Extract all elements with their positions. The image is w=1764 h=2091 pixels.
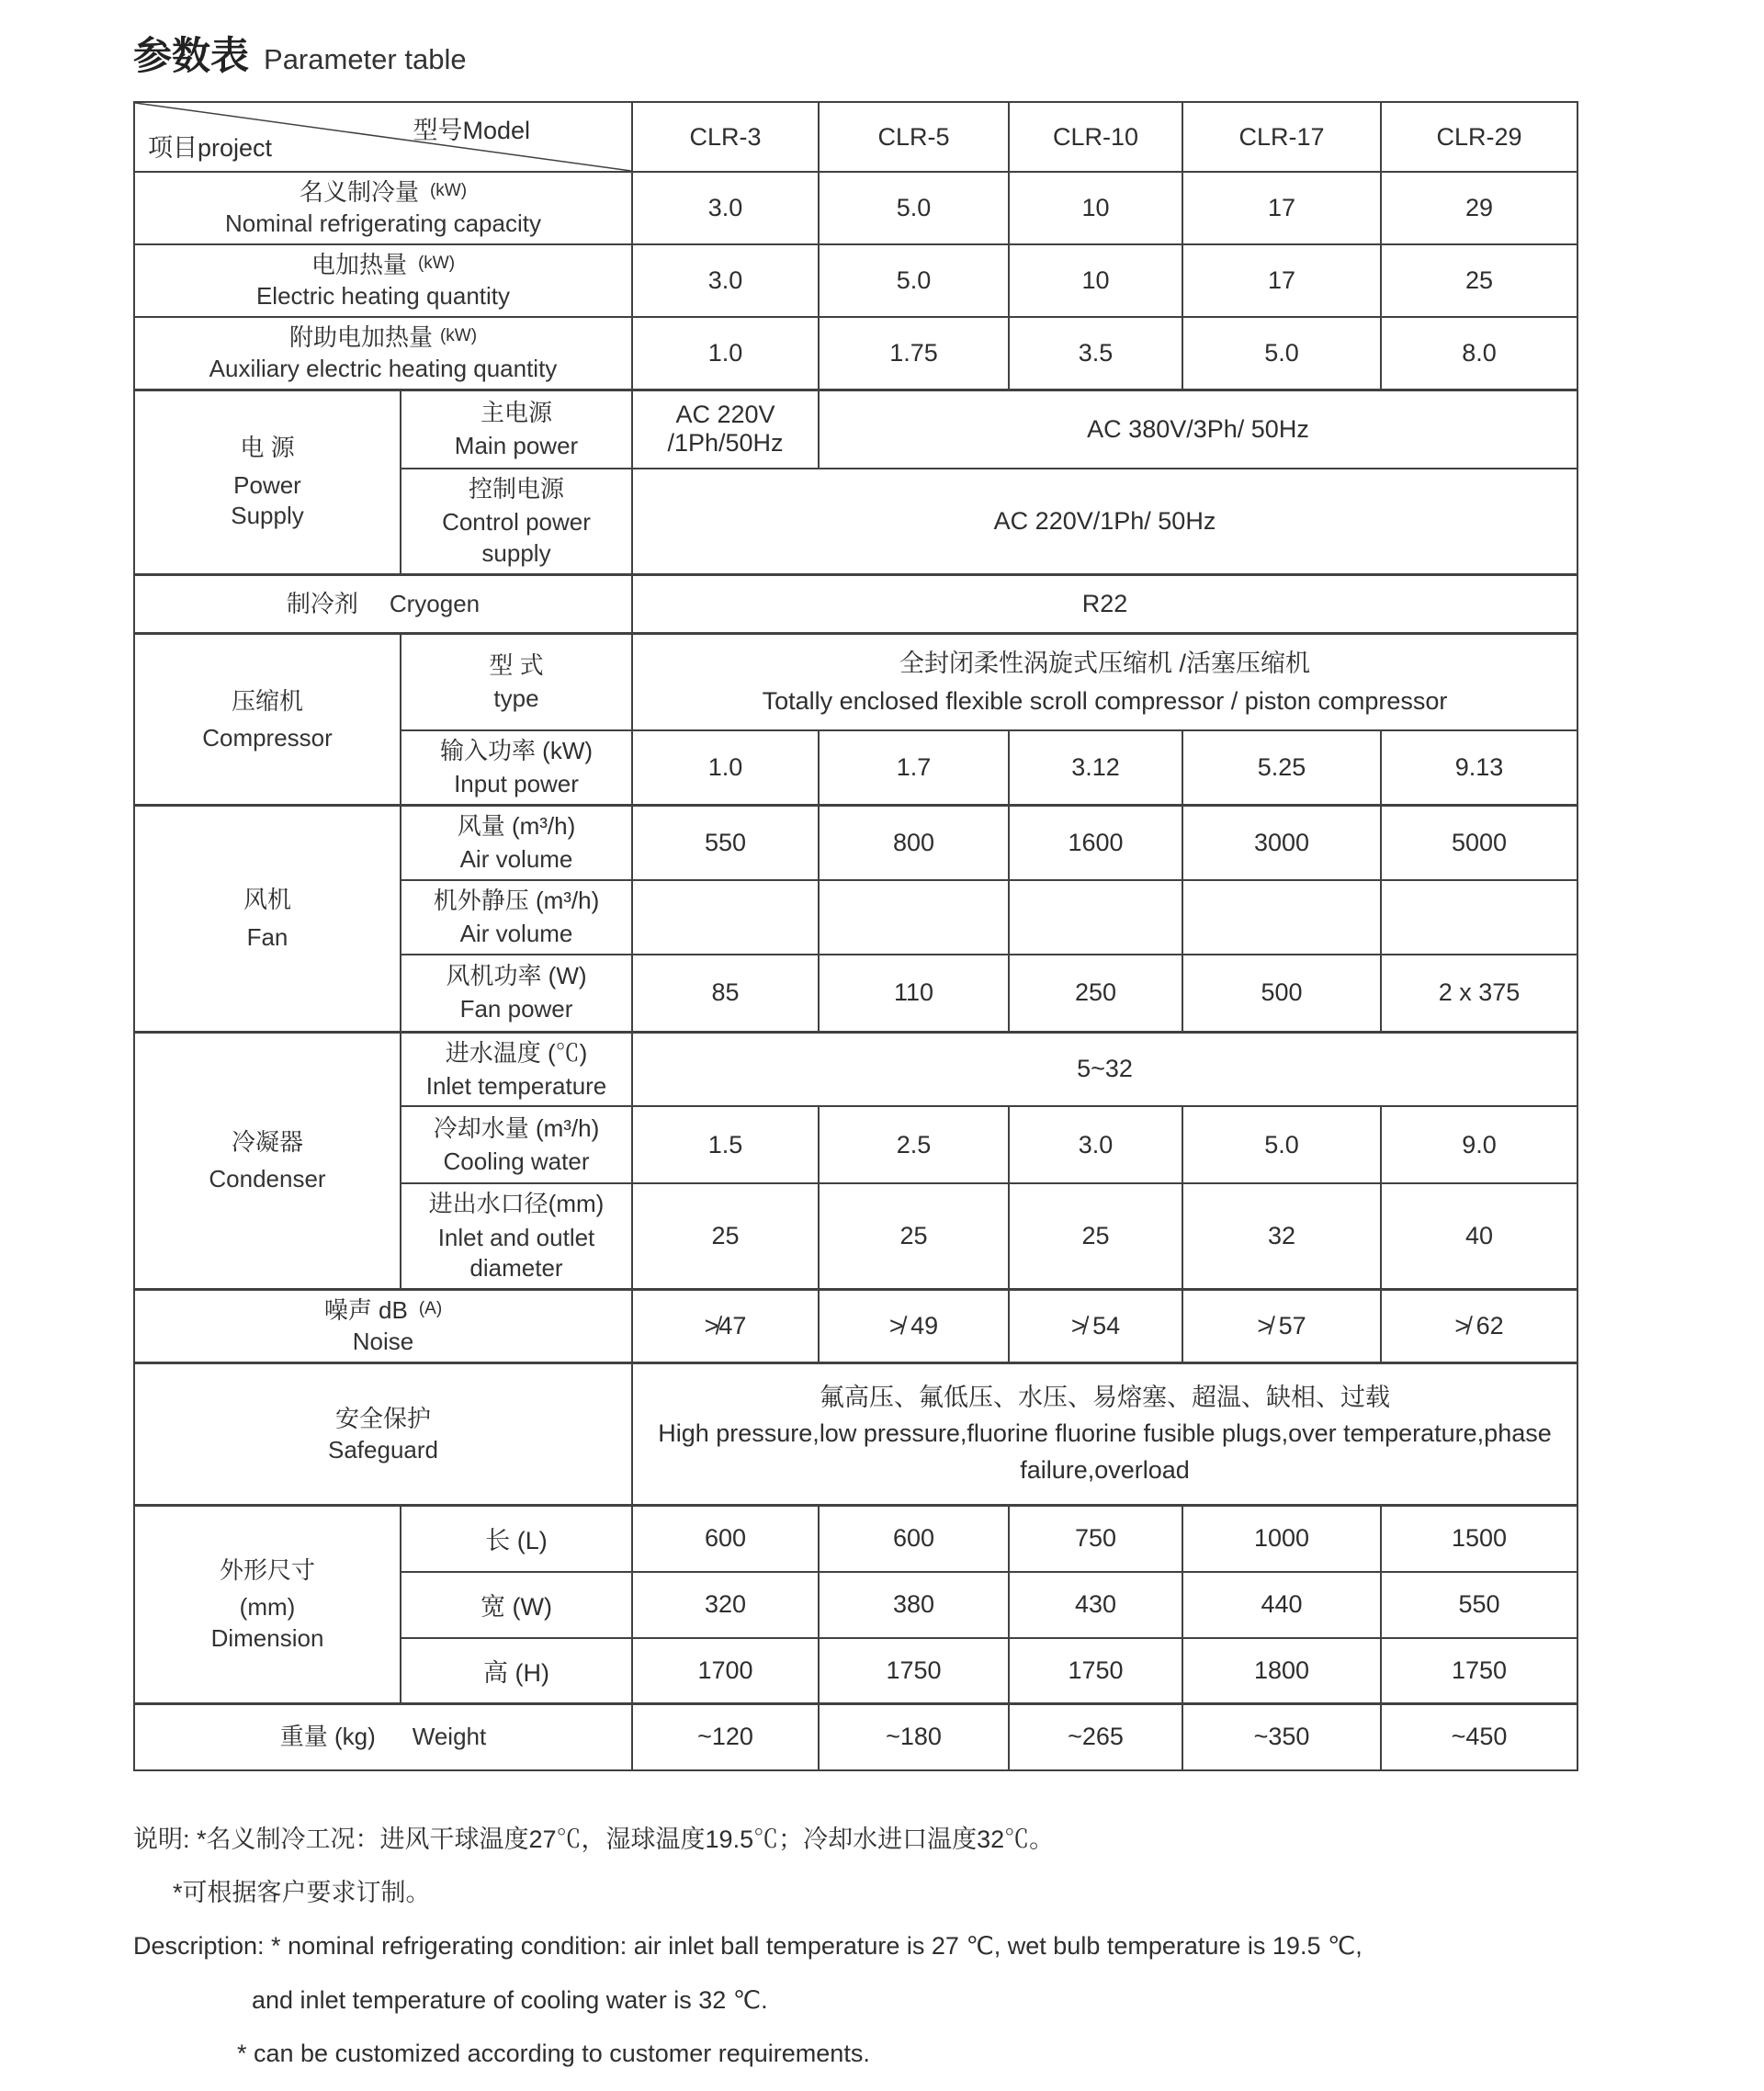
- merged-value-cell: R22: [632, 574, 1577, 633]
- value-line-zh: 全封闭柔性涡旋式压缩机 /活塞压缩机: [899, 650, 1310, 678]
- value-cell: 1.75: [819, 317, 1009, 390]
- project-header-label: 项目project: [148, 134, 273, 162]
- row-label-en: Inlet temperature: [425, 1071, 607, 1100]
- value-cell: 800: [819, 806, 1009, 880]
- value-cell: 1.0: [632, 730, 819, 805]
- merged-value-cell: AC 220V/1Ph/ 50Hz: [632, 469, 1577, 574]
- value-cell: 600: [632, 1506, 819, 1572]
- label-zh-text: 电加热量: [311, 250, 407, 278]
- static-pressure-label-cell: [401, 880, 632, 955]
- header-row: [134, 102, 1577, 172]
- noise-label-cell: [134, 1290, 632, 1363]
- value-cell: 40: [1381, 1183, 1577, 1289]
- fan-power-label-cell: [401, 955, 632, 1032]
- value-cell: 1.5: [632, 1106, 819, 1183]
- header-diagonal-cell: [134, 102, 632, 172]
- label-zh-text: 噪声 dB: [323, 1296, 408, 1325]
- weight-label-cell: [134, 1704, 632, 1770]
- value-cell: 500: [1182, 955, 1381, 1032]
- value-cell: 1800: [1182, 1638, 1381, 1704]
- width-label-cell: 宽 (W): [401, 1572, 632, 1638]
- value-cell: 29: [1381, 172, 1577, 244]
- parameter-table: [133, 101, 1578, 1771]
- value-cell: 3000: [1182, 806, 1381, 880]
- model-column-header: CLR-29: [1381, 102, 1577, 172]
- table-row-length: [134, 1506, 1577, 1572]
- row-label-zh: 主电源: [480, 398, 552, 426]
- value-line: /1Ph/50Hz: [667, 429, 784, 458]
- footnotes: [0, 1823, 1764, 2071]
- value-cell: ≯ 49: [819, 1290, 1009, 1363]
- dimension-group-cell: [134, 1506, 401, 1704]
- safeguard-label-cell: [134, 1363, 632, 1506]
- value-cell: [1182, 880, 1381, 955]
- group-label-zh: 电 源: [240, 434, 295, 462]
- air-volume-label-cell: [401, 806, 632, 880]
- value-cell: 25: [819, 1183, 1009, 1289]
- value-cell: 3.0: [632, 172, 819, 244]
- group-label-en: Compressor: [202, 723, 333, 752]
- value-cell: 10: [1009, 244, 1182, 317]
- row-label-cell: [134, 317, 632, 390]
- group-label-en: Condenser: [209, 1164, 326, 1192]
- control-power-label-cell: [401, 469, 632, 574]
- group-label-zh: 外形尺寸: [219, 1556, 315, 1585]
- table-row-compressor-type: [134, 633, 1577, 730]
- row-label-zh: 输入功率 (kW): [439, 737, 594, 765]
- value-cell: 1750: [819, 1638, 1009, 1704]
- table-row-cryogen: [134, 574, 1577, 633]
- group-label-unit: (mm): [239, 1593, 296, 1622]
- row-label-en: Input power: [454, 770, 579, 798]
- label-zh-text: 名义制冷量: [299, 178, 419, 206]
- value-cell: 250: [1009, 955, 1182, 1032]
- row-label-zh: [141, 249, 626, 281]
- model-column-header: CLR-17: [1182, 102, 1381, 172]
- row-label-zh: 安全保护: [334, 1404, 431, 1432]
- value-cell: 1.0: [632, 317, 819, 390]
- row-label-zh: 型 式: [489, 651, 544, 680]
- value-cell: 3.0: [1009, 1106, 1182, 1183]
- model-column-header: CLR-3: [632, 102, 819, 172]
- value-cell: 550: [632, 806, 819, 880]
- row-label-zh: 控制电源: [468, 475, 564, 503]
- diameter-label-cell: [401, 1183, 632, 1289]
- row-label-en: Main power: [454, 432, 579, 460]
- row-label-en: Control power supply: [442, 508, 591, 568]
- row-label-zh: 制冷剂: [286, 589, 358, 617]
- value-line: AC 220V: [675, 401, 775, 429]
- value-cell: 3.0: [632, 244, 819, 317]
- value-cell: 5.0: [819, 244, 1009, 317]
- label-unit: (kW): [429, 181, 468, 200]
- value-cell: 5.0: [1182, 317, 1381, 390]
- inlet-temperature-label-cell: [401, 1032, 632, 1106]
- value-cell: 1500: [1381, 1506, 1577, 1572]
- row-label-en: Inlet and outlet diameter: [437, 1223, 595, 1283]
- note-line: Description: * nominal refrigerating condition: air inlet ball temperature is 27 ℃, wet bulb temperature is 19.5 ℃,: [133, 1932, 1363, 1961]
- group-label-en: Dimension: [210, 1624, 324, 1653]
- value-cell: 17: [1182, 172, 1381, 244]
- value-cell: 3.12: [1009, 730, 1182, 805]
- value-cell: 110: [819, 955, 1009, 1032]
- value-cell: ~450: [1381, 1704, 1577, 1770]
- model-column-header: CLR-10: [1009, 102, 1182, 172]
- value-cell: [632, 880, 819, 955]
- row-label-en: Air volume: [459, 920, 573, 948]
- label-zh-text: 附助电加热量: [288, 322, 433, 351]
- group-label-en: Power: [233, 470, 301, 499]
- label-unit: (kW): [439, 325, 478, 345]
- value-cell: [632, 390, 819, 469]
- label-unit: (A): [418, 1299, 443, 1319]
- value-cell: 8.0: [1381, 317, 1577, 390]
- table-row-heating: [134, 244, 1577, 317]
- merged-value-cell: [632, 1363, 1577, 1506]
- value-cell: 1.7: [819, 730, 1009, 805]
- value-cell: 3.5: [1009, 317, 1182, 390]
- value-cell: ≯47: [632, 1290, 819, 1363]
- row-label-en: Cooling water: [443, 1147, 590, 1176]
- row-label-zh: [141, 1294, 626, 1327]
- note-line: * can be customized according to customer requirements.: [237, 2040, 870, 2068]
- value-cell: 430: [1009, 1572, 1182, 1638]
- row-label-en: Cryogen: [389, 589, 481, 617]
- value-cell: 5000: [1381, 806, 1577, 880]
- row-label-zh: 风机功率 (W): [446, 962, 587, 990]
- group-label-zh: 压缩机: [231, 686, 303, 715]
- length-label-cell: 长 (L): [401, 1506, 632, 1572]
- row-label-zh: 重量 (kg): [279, 1723, 376, 1751]
- row-label-zh: 进水温度 (℃): [445, 1038, 588, 1067]
- row-label-en: Auxiliary electric heating quantity: [209, 354, 558, 382]
- value-cell: ~350: [1182, 1704, 1381, 1770]
- table-row-main-power: [134, 390, 1577, 469]
- value-cell: ≯ 54: [1009, 1290, 1182, 1363]
- note-line: 说明: *名义制冷工况：进风干球温度27℃，湿球温度19.5℃；冷却水进口温度32℃。: [133, 1825, 1055, 1853]
- value-cell: 380: [819, 1572, 1009, 1638]
- value-cell: [1009, 880, 1182, 955]
- row-label-cell: [134, 172, 632, 244]
- row-label-en: Safeguard: [328, 1435, 438, 1464]
- row-label-en: Weight: [412, 1723, 487, 1751]
- row-label-zh: [141, 176, 626, 209]
- value-cell: 550: [1381, 1572, 1577, 1638]
- value-cell: 5.0: [819, 172, 1009, 244]
- value-cell: 32: [1182, 1183, 1381, 1289]
- row-label-zh: [141, 322, 626, 354]
- model-header-label: 型号Model: [413, 117, 530, 144]
- value-cell: [1381, 880, 1577, 955]
- condenser-group-cell: [134, 1032, 401, 1290]
- value-cell: 1750: [1009, 1638, 1182, 1704]
- row-label-en: Fan power: [459, 995, 573, 1023]
- height-label-cell: 高 (H): [401, 1638, 632, 1704]
- fan-group-cell: [134, 806, 401, 1032]
- value-cell: 17: [1182, 244, 1381, 317]
- value-cell: 1750: [1381, 1638, 1577, 1704]
- value-cell: 440: [1182, 1572, 1381, 1638]
- row-label-cell: [134, 244, 632, 317]
- value-cell: 2 x 375: [1381, 955, 1577, 1032]
- value-cell: 25: [632, 1183, 819, 1289]
- value-cell: ~265: [1009, 1704, 1182, 1770]
- group-label-zh: 冷凝器: [231, 1127, 303, 1156]
- group-label-zh: 风机: [243, 886, 291, 914]
- table-row-aux-heating: [134, 317, 1577, 390]
- power-supply-group-cell: [134, 390, 401, 574]
- value-cell: ≯ 57: [1182, 1290, 1381, 1363]
- merged-value-cell: AC 380V/3Ph/ 50Hz: [819, 390, 1577, 469]
- input-power-label-cell: [401, 730, 632, 805]
- value-cell: ~120: [632, 1704, 819, 1770]
- value-cell: 10: [1009, 172, 1182, 244]
- page-title-en: Parameter table: [264, 43, 467, 75]
- table-row-noise: [134, 1290, 1577, 1363]
- label-unit: (kW): [417, 253, 456, 273]
- type-label-cell: [401, 633, 632, 730]
- value-line-en: High pressure,low pressure,fluorine fluorine fusible plugs,over temperature,phase failure,overload: [658, 1419, 1552, 1484]
- value-cell: 750: [1009, 1506, 1182, 1572]
- value-line-en: Totally enclosed flexible scroll compressor / piston compressor: [762, 686, 1448, 715]
- group-label-en: Fan: [246, 922, 288, 951]
- merged-value-cell: 5~32: [632, 1032, 1577, 1106]
- table-row-inlet-temperature: [134, 1032, 1577, 1106]
- value-cell: ≯ 62: [1381, 1290, 1577, 1363]
- value-cell: 2.5: [819, 1106, 1009, 1183]
- page-title: [133, 26, 1764, 81]
- value-cell: 25: [1381, 244, 1577, 317]
- note-line: and inlet temperature of cooling water is 32 ℃.: [252, 1985, 768, 2014]
- cooling-water-label-cell: [401, 1106, 632, 1183]
- row-label-en: type: [493, 684, 539, 713]
- value-line-zh: 氟高压、氟低压、水压、易熔塞、超温、缺相、过载: [820, 1384, 1390, 1412]
- row-label-en: Noise: [352, 1328, 414, 1356]
- value-cell: ~180: [819, 1704, 1009, 1770]
- row-label-zh: 进出水口径(mm): [428, 1190, 605, 1218]
- note-line: *可根据客户要求订制。: [173, 1878, 431, 1906]
- value-cell: 1700: [632, 1638, 819, 1704]
- group-label-en: Supply: [231, 502, 304, 530]
- table-row-nominal: [134, 172, 1577, 244]
- model-column-header: CLR-5: [819, 102, 1009, 172]
- value-cell: [819, 880, 1009, 955]
- value-cell: 320: [632, 1572, 819, 1638]
- row-label-zh: 风量 (m³/h): [457, 812, 576, 841]
- value-cell: 1000: [1182, 1506, 1381, 1572]
- row-label-zh: 机外静压 (m³/h): [433, 887, 600, 915]
- cryogen-label-cell: [134, 574, 632, 633]
- value-cell: 5.0: [1182, 1106, 1381, 1183]
- value-cell: 5.25: [1182, 730, 1381, 805]
- row-label-zh: 冷却水量 (m³/h): [433, 1113, 600, 1142]
- row-label-en: Electric heating quantity: [255, 281, 511, 310]
- value-cell: 9.13: [1381, 730, 1577, 805]
- value-cell: 1600: [1009, 806, 1182, 880]
- compressor-group-cell: [134, 633, 401, 805]
- table-row-safeguard: [134, 1363, 1577, 1506]
- merged-value-cell: [632, 633, 1577, 730]
- main-power-label-cell: [401, 390, 632, 469]
- table-row-air-volume: [134, 806, 1577, 880]
- row-label-en: Air volume: [459, 845, 573, 874]
- value-cell: 85: [632, 955, 819, 1032]
- row-label-en: Nominal refrigerating capacity: [225, 209, 541, 238]
- value-cell: 600: [819, 1506, 1009, 1572]
- table-row-weight: [134, 1704, 1577, 1770]
- value-cell: 9.0: [1381, 1106, 1577, 1183]
- value-cell: 25: [1009, 1183, 1182, 1289]
- page-title-zh: 参数表: [133, 34, 250, 77]
